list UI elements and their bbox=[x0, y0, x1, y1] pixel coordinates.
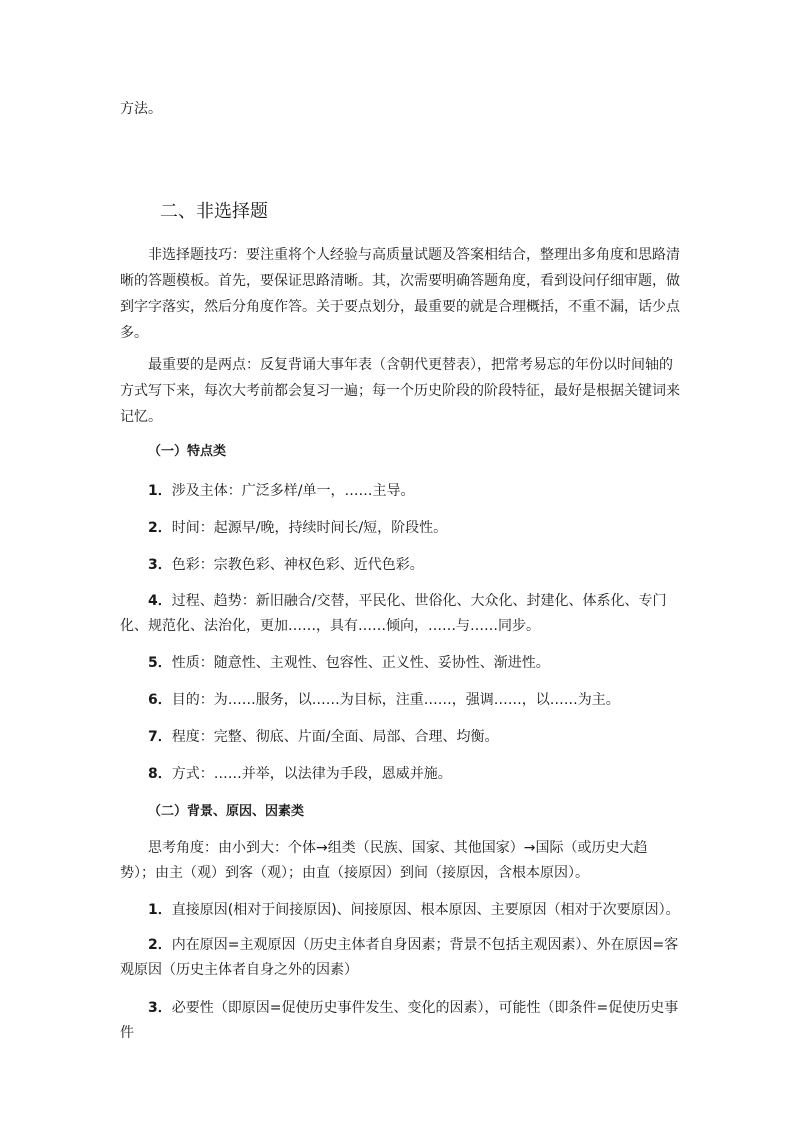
cause-item-3 bbox=[120, 996, 680, 1041]
feature-item-6 bbox=[148, 688, 620, 712]
item-number: 2． bbox=[148, 520, 172, 536]
item-number: 6． bbox=[148, 692, 172, 708]
item-text: 内在原因=主观原因（历史主体者自身因素；背景不包括主观因素）、外在原因=客观原因（历史主体者自身之外的因素） bbox=[120, 937, 679, 978]
item-number: 1． bbox=[148, 483, 172, 499]
item-text: 时间：起源早/晚，持续时间长/短，阶段性。 bbox=[171, 520, 448, 536]
item-number: 5． bbox=[148, 655, 172, 671]
cause-item-1 bbox=[148, 898, 680, 922]
item-text: 涉及主体：广泛多样/单一，……主导。 bbox=[171, 483, 415, 499]
item-number: 7． bbox=[148, 729, 172, 745]
subheading-features: （一）特点类 bbox=[148, 444, 227, 459]
paragraph-tips: 非选择题技巧：要注重将个人经验与高质量试题及答案相结合，整理出多角度和思路清晰的答题模板。首先，要保证思路清晰。其，次需要明确答题角度，看到设问仔细审题，做到字字落实，然后分角度作答。关于要点划分，最重要的就是合理概括，不重不漏，话少点多。 bbox=[120, 247, 680, 341]
feature-item-3 bbox=[148, 553, 424, 577]
item-number: 2． bbox=[148, 937, 172, 953]
item-text: 方式：……并举，以法律为手段，恩威并施。 bbox=[171, 766, 452, 782]
item-number: 4． bbox=[148, 593, 172, 609]
feature-item-1 bbox=[148, 479, 414, 503]
feature-item-5 bbox=[148, 651, 550, 675]
item-text: 过程、趋势：新旧融合/交替，平民化、世俗化、大众化、封建化、体系化、专门化、规范化、法治化，更加……，具有……倾向，……与……同步。 bbox=[120, 593, 667, 634]
item-number: 8． bbox=[148, 766, 172, 782]
feature-item-8 bbox=[148, 762, 452, 786]
item-text: 直接原因(相对于间接原因)、间接原因、根本原因、主要原因（相对于次要原因）。 bbox=[171, 902, 680, 918]
item-text: 色彩：宗教色彩、神权色彩、近代色彩。 bbox=[171, 557, 424, 573]
feature-item-7 bbox=[148, 725, 498, 749]
subheading-causes: （二）背景、原因、因素类 bbox=[148, 804, 305, 819]
item-text: 性质：随意性、主观性、包容性、正义性、妥协性、渐进性。 bbox=[171, 655, 550, 671]
item-number: 3． bbox=[148, 1000, 172, 1016]
feature-item-2 bbox=[148, 516, 447, 540]
feature-item-4 bbox=[120, 589, 680, 639]
paragraph-thinking-angle: 思考角度：由小到大：个体→组类（民族、国家、其他国家）→国际（或历史大趋势）；由主（观）到客（观）；由直（接原因）到间（接原因，含根本原因）。 bbox=[120, 840, 648, 881]
paragraph-key-points: 最重要的是两点：反复背诵大事年表（含朝代更替表），把常考易忘的年份以时间轴的方式写下来，每次大考前都会复习一遍；每一个历史阶段的阶段特征，最好是根据关键词来记忆。 bbox=[120, 357, 680, 425]
item-text: 目的：为……服务，以……为目标，注重……，强调……，以……为主。 bbox=[171, 692, 620, 708]
section-heading: 二、非选择题 bbox=[160, 201, 268, 222]
item-text: 程度：完整、彻底、片面/全面、局部、合理、均衡。 bbox=[171, 729, 499, 745]
item-number: 1． bbox=[148, 902, 172, 918]
item-number: 3． bbox=[148, 557, 172, 573]
item-text: 必要性（即原因=促使历史事件发生、变化的因素），可能性（即条件=促使历史事件 bbox=[120, 1000, 679, 1041]
cause-item-2 bbox=[120, 933, 680, 983]
intro-tail: 方法。 bbox=[120, 101, 162, 117]
